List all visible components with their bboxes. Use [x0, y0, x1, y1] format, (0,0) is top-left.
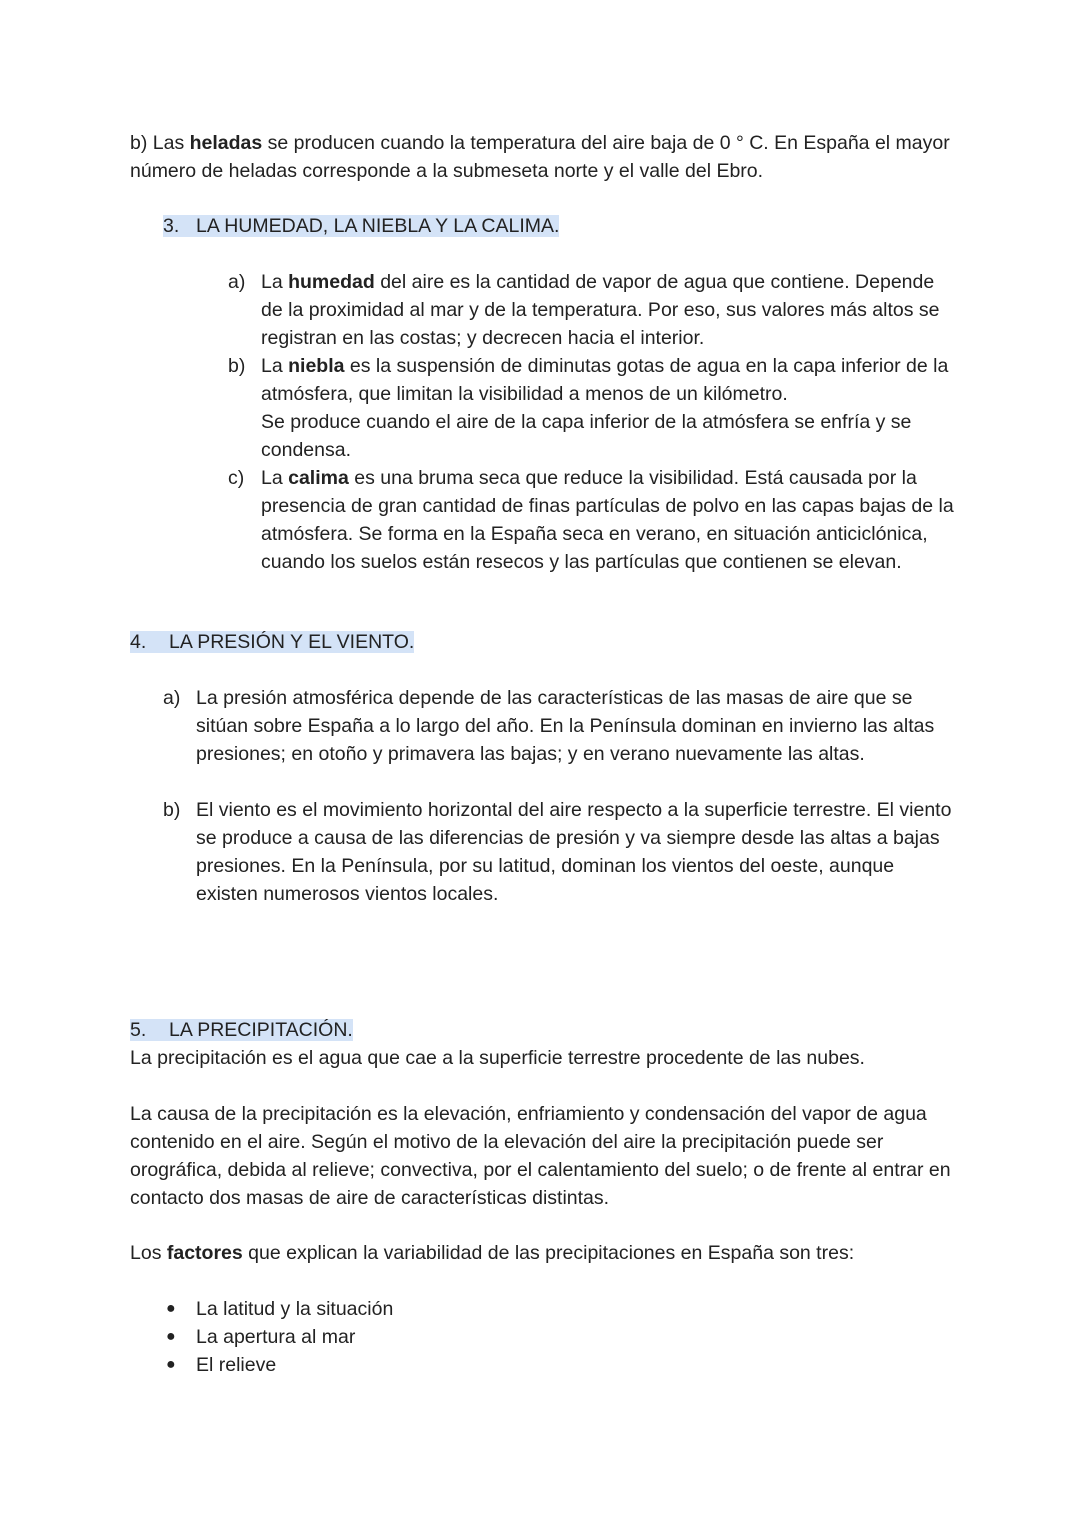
section4-number: 4.: [130, 631, 147, 653]
section3-list: [228, 268, 956, 576]
viento-text: El viento es el movimiento horizontal del aire respecto a la superficie terrestre. El viento se produce a causa de las diferencias de presión y va siempre desde las altas a bajas presiones. En la Península, por su latitud, dominan los vientos del oeste, aunque existen numerosos vientos locales.: [196, 799, 952, 905]
section3-number: 3.: [163, 215, 180, 237]
calima-bold-term: calima: [288, 467, 349, 489]
section5-title: LA PRECIPITACIÓN.: [169, 1019, 353, 1041]
niebla-bold-term: niebla: [288, 355, 345, 377]
calima-text: [261, 464, 956, 576]
bullet-item: [166, 1323, 796, 1351]
section4-title: LA PRESIÓN Y EL VIENTO.: [169, 631, 415, 653]
niebla-extra-text: Se produce cuando el aire de la capa inferior de la atmósfera se enfría y se condensa.: [261, 411, 912, 461]
niebla-text: [261, 352, 956, 408]
bullet-icon: ●: [166, 1356, 176, 1373]
bullet-icon: ●: [166, 1328, 176, 1345]
heladas-paragraph: [130, 129, 960, 185]
humedad-prefix: La: [261, 271, 289, 293]
humedad-bold-term: humedad: [288, 271, 375, 293]
section3-item-calima: [228, 464, 956, 576]
section4-item-viento: [163, 796, 956, 908]
section4-list: [163, 684, 956, 908]
section4-heading: [130, 628, 414, 656]
section4-item-presion: [163, 684, 956, 768]
presion-text: La presión atmosférica depende de las características de las masas de aire que se sitúan sobre España a lo largo del año. En la Península dominan en invierno las altas presiones; en otoño y primavera las bajas; y en verano nuevamente las altas.: [196, 687, 935, 765]
section3-heading: [163, 212, 559, 240]
section3-heading-highlight: [163, 215, 559, 237]
bullet-text: El relieve: [196, 1354, 277, 1376]
section3-item-humedad: [228, 268, 956, 352]
precipitacion-causes: La causa de la precipitación es la elevación, enfriamiento y condensación del vapor de agua contenido en el aire. Según el motivo de la elevación del aire la precipitación puede ser orográfica, debida al relieve; convectiva, por el calentamiento del suelo; o de frente al entrar en contacto dos masas de aire de características distintas.: [130, 1103, 951, 1209]
heladas-bold-term: heladas: [189, 132, 263, 154]
bullet-icon: ●: [166, 1300, 176, 1317]
section4-heading-highlight: [130, 631, 414, 653]
list-marker: a): [163, 687, 181, 709]
factors-bold-term: factores: [166, 1242, 243, 1264]
humedad-rest: del aire es la cantidad de vapor de agua que contiene. Depende de la proximidad al mar y de la temperatura. Por eso, sus valores más altos se registran en las costas; y decrecen hacia el interior.: [261, 271, 940, 349]
bullet-item: [166, 1351, 796, 1379]
niebla-prefix: La: [261, 355, 289, 377]
calima-rest: es una bruma seca que reduce la visibilidad. Está causada por la presencia de gran cantidad de finas partículas de polvo en las capas bajas de la atmósfera. Se forma en la España seca en verano, en situación anticiclónica, cuando los suelos están resecos y las partículas que contienen se elevan.: [261, 467, 954, 573]
list-marker: c): [228, 467, 245, 489]
humedad-text: [261, 268, 956, 352]
list-marker: b): [163, 799, 181, 821]
list-marker: a): [228, 271, 246, 293]
heladas-text: se producen cuando la temperatura del aire baja de 0 ° C. En España el mayor número de heladas corresponde a la submeseta norte y el valle del Ebro.: [130, 132, 950, 182]
precipitacion-definition: La precipitación es el agua que cae a la superficie terrestre procedente de las nubes.: [130, 1047, 865, 1069]
factors-prefix: Los: [130, 1242, 167, 1264]
section5-heading: [130, 1016, 353, 1044]
bullet-text: La apertura al mar: [196, 1326, 356, 1348]
section5-heading-highlight: [130, 1019, 353, 1041]
niebla-rest: es la suspensión de diminutas gotas de agua en la capa inferior de la atmósfera, que limitan la visibilidad a menos de un kilómetro.: [261, 355, 949, 405]
calima-prefix: La: [261, 467, 289, 489]
bullet-item: [166, 1295, 796, 1323]
list-marker: b): [228, 355, 246, 377]
precipitacion-factors-intro: [130, 1239, 960, 1267]
section3-title: LA HUMEDAD, LA NIEBLA Y LA CALIMA.: [196, 215, 560, 237]
bullet-text: La latitud y la situación: [196, 1298, 394, 1320]
heladas-prefix: b) Las: [130, 132, 190, 154]
section5-number: 5.: [130, 1019, 147, 1041]
factors-bullet-list: [166, 1295, 796, 1379]
factors-rest: que explican la variabilidad de las precipitaciones en España son tres:: [242, 1242, 855, 1264]
section3-item-niebla: [228, 352, 956, 464]
